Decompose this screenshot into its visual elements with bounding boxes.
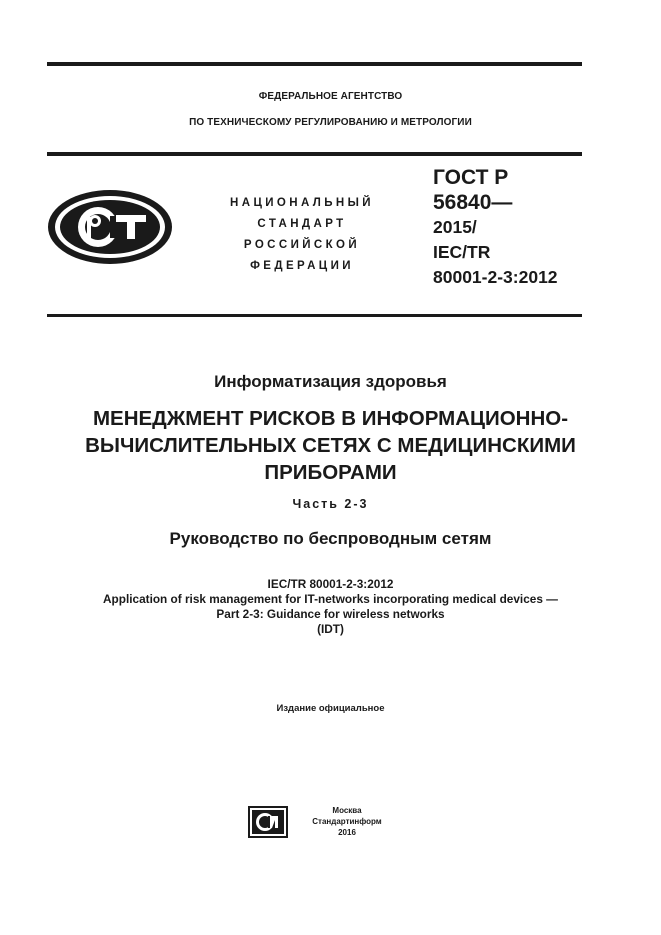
standard-label-line: СТАНДАРТ — [257, 218, 347, 230]
edition-label: Издание официальное — [276, 703, 385, 714]
header-bottom-divider — [47, 314, 582, 317]
part-label: Часть 2-3 — [292, 497, 369, 511]
main-title-line: ВЫЧИСЛИТЕЛЬНЫХ СЕТЯХ С МЕДИЦИНСКИМИ — [85, 434, 576, 457]
standartinform-logo-icon — [248, 806, 288, 838]
publisher-imprint — [302, 805, 392, 838]
agency-name-line-1: ФЕДЕРАЛЬНОЕ АГЕНТСТВО — [258, 91, 403, 102]
rst-logo-icon — [46, 188, 174, 266]
agency-name-line-2: ПО ТЕХНИЧЕСКОМУ РЕГУЛИРОВАНИЮ И МЕТРОЛОГИИ — [189, 117, 472, 128]
top-divider — [47, 62, 582, 66]
publication-year: 2016 — [338, 828, 356, 837]
standard-number-line: 2015/ — [433, 217, 477, 237]
header-divider — [47, 152, 582, 156]
main-title-line: ПРИБОРАМИ — [264, 461, 397, 484]
standard-label-line: ФЕДЕРАЦИИ — [250, 260, 354, 272]
standard-number — [433, 165, 558, 290]
international-standard-block — [0, 577, 661, 637]
international-title-line: Part 2-3: Guidance for wireless networks — [216, 607, 445, 621]
part-title: Руководство по беспроводным сетям — [169, 529, 492, 548]
publisher-city: Москва — [332, 806, 362, 815]
main-title — [0, 405, 661, 486]
standard-label-line: НАЦИОНАЛЬНЫЙ — [230, 197, 374, 209]
standard-label-line: РОССИЙСКОЙ — [243, 239, 361, 251]
international-title-line: Application of risk management for IT-networks incorporating medical devices — — [103, 592, 558, 606]
standard-type-label — [210, 193, 394, 277]
international-designation: IEC/TR 80001-2-3:2012 — [267, 577, 394, 591]
main-title-line: МЕНЕДЖМЕНТ РИСКОВ В ИНФОРМАЦИОННО- — [92, 407, 569, 430]
equivalence-label: (IDT) — [317, 622, 344, 636]
standard-number-line: 80001-2-3:2012 — [433, 267, 558, 287]
standard-number-line: 56840— — [433, 191, 513, 214]
subject-heading: Информатизация здоровья — [214, 372, 447, 391]
publisher-name: Стандартинформ — [312, 817, 382, 826]
standard-number-line: ГОСТ Р — [433, 166, 509, 189]
standard-number-line: IEC/TR — [433, 242, 491, 262]
